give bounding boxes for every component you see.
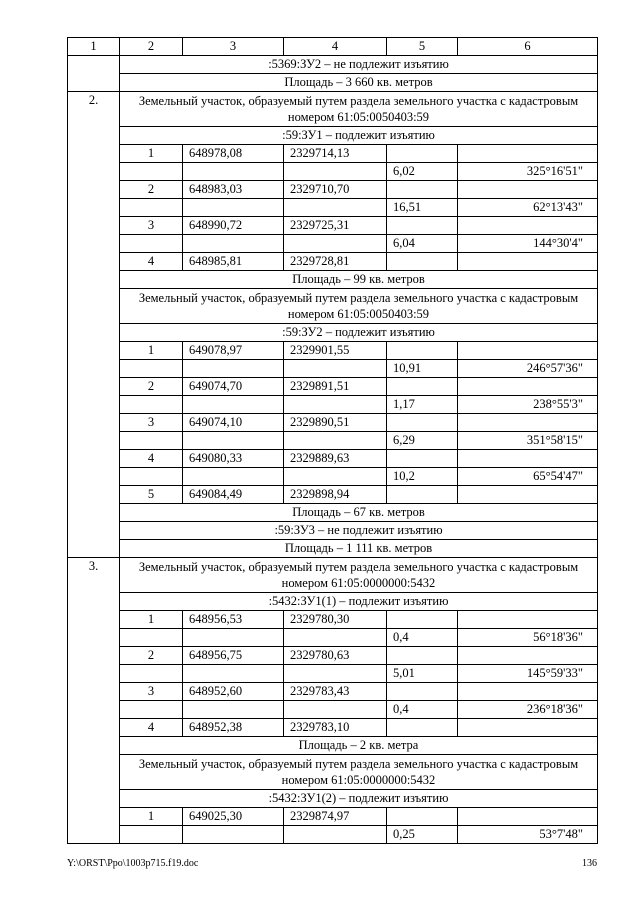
point-number: [120, 629, 183, 647]
coordinate-x: [183, 826, 284, 844]
column-header: 3: [183, 38, 284, 56]
row-caption: Площадь – 67 кв. метров: [120, 504, 598, 522]
page-number: 136: [582, 858, 597, 869]
distance-cell: [387, 414, 458, 432]
direction-angle: 238°55'3": [458, 396, 598, 414]
row-number: 2.: [68, 92, 120, 558]
point-number: 1: [120, 611, 183, 629]
column-header: 2: [120, 38, 183, 56]
distance: 6,29: [387, 432, 458, 450]
table-row: [68, 522, 598, 540]
distance-cell: [387, 253, 458, 271]
table-row: [68, 360, 598, 378]
coordinate-x: 648956,53: [183, 611, 284, 629]
point-number: 2: [120, 378, 183, 396]
table-row: [68, 414, 598, 432]
angle-cell: [458, 181, 598, 199]
coordinate-x: 648983,03: [183, 181, 284, 199]
table-row: [68, 199, 598, 217]
angle-cell: [458, 145, 598, 163]
coordinate-x: 648952,60: [183, 683, 284, 701]
point-number: [120, 360, 183, 378]
distance-cell: [387, 145, 458, 163]
angle-cell: [458, 253, 598, 271]
row-caption: Площадь – 1 111 кв. метров: [120, 540, 598, 558]
row-caption: :5432:ЗУ1(2) – подлежит изъятию: [120, 790, 598, 808]
table-row: [68, 56, 598, 74]
coordinate-x: [183, 360, 284, 378]
row-caption: :59:ЗУ2 – подлежит изъятию: [120, 324, 598, 342]
table-body: [68, 38, 598, 844]
header-row: [68, 38, 598, 56]
coordinate-x: [183, 665, 284, 683]
coordinate-x: 649084,49: [183, 486, 284, 504]
direction-angle: 246°57'36": [458, 360, 598, 378]
distance-cell: [387, 611, 458, 629]
table-row: [68, 163, 598, 181]
table-row: [68, 826, 598, 844]
parcel-description: Земельный участок, образуемый путем раздела земельного участка с кадастровым номером 61:05:0050403:59: [120, 289, 598, 324]
direction-angle: 53°7'48": [458, 826, 598, 844]
table-row: [68, 593, 598, 611]
table-row: [68, 629, 598, 647]
table-row: [68, 217, 598, 235]
table-row: [68, 235, 598, 253]
table-row: [68, 701, 598, 719]
direction-angle: 144°30'4": [458, 235, 598, 253]
parcel-description: Земельный участок, образуемый путем раздела земельного участка с кадастровым номером 61:05:0000000:5432: [120, 755, 598, 790]
row-caption: :59:ЗУ3 – не подлежит изъятию: [120, 522, 598, 540]
coordinate-y: 2329891,51: [284, 378, 387, 396]
distance-cell: [387, 719, 458, 737]
row-caption: Площадь – 2 кв. метра: [120, 737, 598, 755]
point-number: 2: [120, 647, 183, 665]
coordinate-y: [284, 396, 387, 414]
angle-cell: [458, 647, 598, 665]
parcel-description: Земельный участок, образуемый путем раздела земельного участка с кадастровым номером 61:05:0000000:5432: [120, 558, 598, 593]
parcel-description: Земельный участок, образуемый путем раздела земельного участка с кадастровым номером 61:05:0050403:59: [120, 92, 598, 127]
coordinate-x: [183, 199, 284, 217]
table-row: [68, 468, 598, 486]
angle-cell: [458, 450, 598, 468]
coordinate-x: [183, 163, 284, 181]
row-caption: :5369:ЗУ2 – не подлежит изъятию: [120, 56, 598, 74]
coordinates-table: [67, 37, 598, 844]
row-caption: :59:ЗУ1 – подлежит изъятию: [120, 127, 598, 145]
table-row: [68, 755, 598, 790]
distance: 10,91: [387, 360, 458, 378]
coordinate-x: [183, 629, 284, 647]
distance: 10,2: [387, 468, 458, 486]
table-row: [68, 647, 598, 665]
table-row: [68, 378, 598, 396]
coordinate-x: 648978,08: [183, 145, 284, 163]
row-number: [68, 56, 120, 92]
angle-cell: [458, 719, 598, 737]
point-number: 3: [120, 683, 183, 701]
coordinate-x: [183, 235, 284, 253]
point-number: 4: [120, 719, 183, 737]
table-row: [68, 486, 598, 504]
table-row: [68, 719, 598, 737]
point-number: [120, 826, 183, 844]
point-number: [120, 235, 183, 253]
coordinate-x: 649074,70: [183, 378, 284, 396]
distance-cell: [387, 181, 458, 199]
direction-angle: 65°54'47": [458, 468, 598, 486]
coordinate-y: [284, 826, 387, 844]
coordinate-y: 2329901,55: [284, 342, 387, 360]
point-number: 1: [120, 145, 183, 163]
distance: 0,25: [387, 826, 458, 844]
column-header: 5: [387, 38, 458, 56]
point-number: [120, 396, 183, 414]
point-number: 5: [120, 486, 183, 504]
table-row: [68, 450, 598, 468]
point-number: 1: [120, 342, 183, 360]
distance: 6,02: [387, 163, 458, 181]
distance: 6,04: [387, 235, 458, 253]
coordinate-y: [284, 199, 387, 217]
table-row: [68, 790, 598, 808]
direction-angle: 351°58'15": [458, 432, 598, 450]
coordinate-x: 648952,38: [183, 719, 284, 737]
point-number: 2: [120, 181, 183, 199]
coordinate-x: 649025,30: [183, 808, 284, 826]
point-number: [120, 199, 183, 217]
table-row: [68, 396, 598, 414]
table-row: [68, 127, 598, 145]
coordinate-x: 649078,97: [183, 342, 284, 360]
angle-cell: [458, 378, 598, 396]
direction-angle: 56°18'36": [458, 629, 598, 647]
direction-angle: 145°59'33": [458, 665, 598, 683]
point-number: [120, 701, 183, 719]
point-number: [120, 163, 183, 181]
column-header: 1: [68, 38, 120, 56]
direction-angle: 325°16'51": [458, 163, 598, 181]
table-row: [68, 611, 598, 629]
table-row: [68, 324, 598, 342]
point-number: 3: [120, 217, 183, 235]
table-row: [68, 540, 598, 558]
row-caption: :5432:ЗУ1(1) – подлежит изъятию: [120, 593, 598, 611]
table-row: [68, 665, 598, 683]
point-number: [120, 468, 183, 486]
coordinate-y: 2329725,31: [284, 217, 387, 235]
coordinate-y: [284, 235, 387, 253]
point-number: 4: [120, 450, 183, 468]
table-row: [68, 289, 598, 324]
distance-cell: [387, 808, 458, 826]
table-row: [68, 74, 598, 92]
angle-cell: [458, 611, 598, 629]
table-row: [68, 181, 598, 199]
coordinate-y: [284, 665, 387, 683]
distance: 0,4: [387, 701, 458, 719]
table-row: [68, 145, 598, 163]
distance-cell: [387, 450, 458, 468]
point-number: 1: [120, 808, 183, 826]
coordinate-x: 648990,72: [183, 217, 284, 235]
coordinate-y: 2329710,70: [284, 181, 387, 199]
coordinate-x: [183, 701, 284, 719]
coordinate-y: 2329783,43: [284, 683, 387, 701]
coordinate-x: 648956,75: [183, 647, 284, 665]
coordinate-y: [284, 468, 387, 486]
coordinate-y: 2329898,94: [284, 486, 387, 504]
direction-angle: 236°18'36": [458, 701, 598, 719]
point-number: [120, 432, 183, 450]
coordinate-y: 2329728,81: [284, 253, 387, 271]
point-number: [120, 665, 183, 683]
distance: 0,4: [387, 629, 458, 647]
coordinate-y: 2329889,63: [284, 450, 387, 468]
distance-cell: [387, 217, 458, 235]
row-number: 3.: [68, 558, 120, 844]
point-number: 4: [120, 253, 183, 271]
distance: 1,17: [387, 396, 458, 414]
table-row: [68, 92, 598, 127]
coordinate-y: [284, 360, 387, 378]
coordinate-y: [284, 432, 387, 450]
angle-cell: [458, 808, 598, 826]
table-row: [68, 253, 598, 271]
table-row: [68, 504, 598, 522]
distance: 5,01: [387, 665, 458, 683]
distance-cell: [387, 683, 458, 701]
distance-cell: [387, 378, 458, 396]
distance-cell: [387, 342, 458, 360]
coordinate-x: [183, 396, 284, 414]
row-caption: Площадь – 3 660 кв. метров: [120, 74, 598, 92]
coordinate-y: [284, 701, 387, 719]
coordinate-x: 649080,33: [183, 450, 284, 468]
page-footer: [67, 858, 597, 869]
coordinate-x: [183, 432, 284, 450]
table-row: [68, 808, 598, 826]
angle-cell: [458, 342, 598, 360]
column-header: 6: [458, 38, 598, 56]
coordinate-x: [183, 468, 284, 486]
coordinate-x: 649074,10: [183, 414, 284, 432]
table-row: [68, 737, 598, 755]
angle-cell: [458, 414, 598, 432]
point-number: 3: [120, 414, 183, 432]
coordinate-y: 2329714,13: [284, 145, 387, 163]
distance-cell: [387, 647, 458, 665]
table-row: [68, 558, 598, 593]
coordinate-y: [284, 163, 387, 181]
table-row: [68, 342, 598, 360]
coordinate-y: 2329780,30: [284, 611, 387, 629]
column-header: 4: [284, 38, 387, 56]
table-row: [68, 271, 598, 289]
distance: 16,51: [387, 199, 458, 217]
coordinate-y: [284, 629, 387, 647]
coordinate-y: 2329780,63: [284, 647, 387, 665]
direction-angle: 62°13'43": [458, 199, 598, 217]
row-caption: Площадь – 99 кв. метров: [120, 271, 598, 289]
table-row: [68, 683, 598, 701]
coordinate-y: 2329874,97: [284, 808, 387, 826]
coordinate-y: 2329890,51: [284, 414, 387, 432]
angle-cell: [458, 683, 598, 701]
angle-cell: [458, 217, 598, 235]
file-path: Y:\ORST\Ppo\1003p715.f19.doc: [67, 858, 199, 869]
coordinate-y: 2329783,10: [284, 719, 387, 737]
coordinate-x: 648985,81: [183, 253, 284, 271]
table-row: [68, 432, 598, 450]
distance-cell: [387, 486, 458, 504]
angle-cell: [458, 486, 598, 504]
